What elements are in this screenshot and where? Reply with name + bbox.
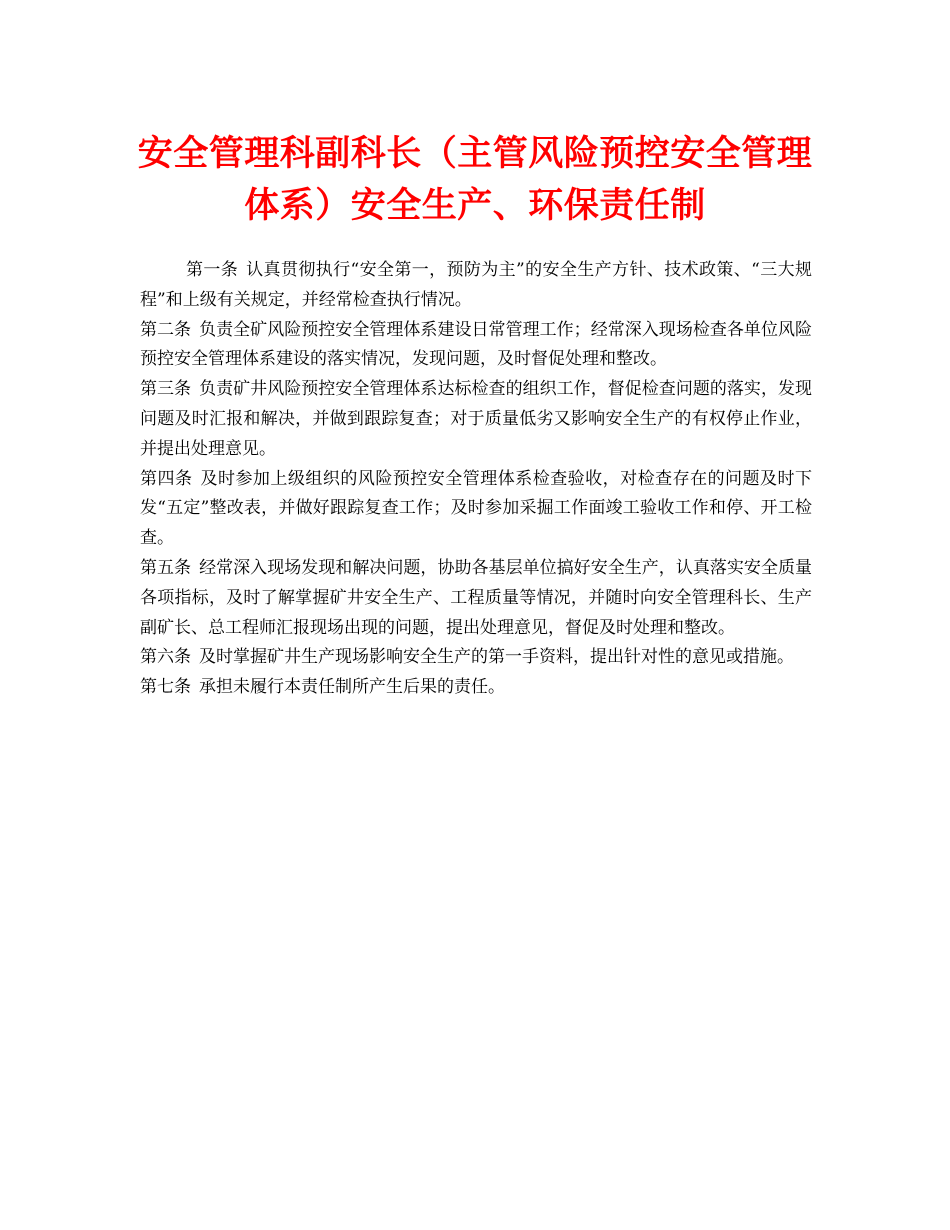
article-text: 负责矿井风险预控安全管理体系达标检查的组织工作，督促检查问题的落实，发现问题及时汇报和解决，并做到跟踪复查；对于质量低劣又影响安全生产的有权停止作业，并提出处理意见。 bbox=[140, 379, 813, 459]
article-7 bbox=[140, 673, 812, 703]
article-text: 经常深入现场发现和解决问题，协助各基层单位搞好安全生产，认真落实安全质量各项指标，及时了解掌握矿井安全生产、工程质量等情况，并随时向安全管理科长、生产副矿长、总工程师汇报现场出现的问题，提出处理意见，督促及时处理和整改。 bbox=[140, 557, 813, 638]
article-1 bbox=[140, 256, 812, 316]
document-title-line-1: 安全管理科副科长（主管风险预控安全管理 bbox=[137, 134, 813, 174]
document-title bbox=[130, 128, 820, 232]
article-6 bbox=[140, 643, 812, 673]
article-text: 负责全矿风险预控安全管理体系建设日常管理工作；经常深入现场检查各单位风险预控安全管理体系建设的落实情况，发现问题，及时督促处理和整改。 bbox=[140, 319, 813, 370]
document-title-line-2: 体系）安全生产、环保责任制 bbox=[244, 186, 706, 226]
article-text: 承担未履行本责任制所产生后果的责任。 bbox=[199, 677, 505, 698]
article-4 bbox=[140, 465, 812, 554]
article-5 bbox=[140, 554, 812, 643]
article-number: 第三条 bbox=[140, 379, 192, 400]
article-text: 及时掌握矿井生产现场影响安全生产的第一手资料，提出针对性的意见或措施。 bbox=[199, 647, 794, 668]
article-number: 第七条 bbox=[140, 677, 191, 698]
article-number: 第一条 bbox=[186, 260, 239, 280]
article-text: 认真贯彻执行“安全第一，预防为主”的安全生产方针、技术政策、“三大规程”和上级有关规定，并经常检查执行情况。 bbox=[140, 260, 813, 310]
article-number: 第五条 bbox=[140, 557, 192, 578]
article-number: 第六条 bbox=[140, 647, 191, 668]
article-number: 第二条 bbox=[140, 319, 192, 340]
article-text: 及时参加上级组织的风险预控安全管理体系检查验收，对检查存在的问题及时下发“五定”整改表，并做好跟踪复查工作；及时参加采掘工作面竣工验收工作和停、开工检查。 bbox=[140, 468, 813, 549]
article-3 bbox=[140, 375, 812, 464]
article-number: 第四条 bbox=[140, 468, 193, 489]
article-list bbox=[140, 256, 812, 703]
article-2 bbox=[140, 316, 812, 376]
